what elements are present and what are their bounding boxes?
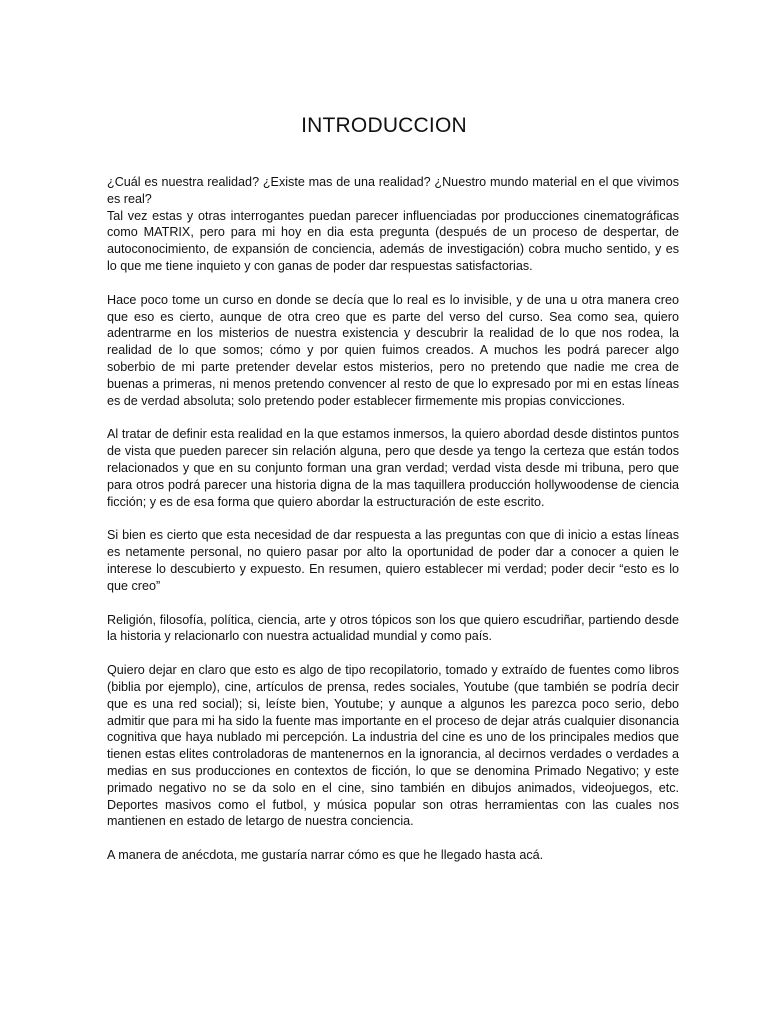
document-body bbox=[107, 174, 679, 864]
paragraph-4: Si bien es cierto que esta necesidad de dar respuesta a las preguntas con que di inicio a estas líneas es netamente personal, no quiero pasar por alto la oportunidad de poder dar a conocer a quien le interese lo descubierto y expuesto. En resumen, quiero establecer mi verdad; poder decir “esto es lo que creo” bbox=[107, 528, 679, 593]
paragraph-5: Religión, filosofía, política, ciencia, arte y otros tópicos son los que quiero escudriñar, partiendo desde la historia y relacionarlo con nuestra actualidad mundial y como país. bbox=[107, 612, 679, 644]
paragraph-2: Hace poco tome un curso en donde se decía que lo real es lo invisible, y de una u otra manera creo que eso es cierto, aunque de otra creo que es parte del verso del curso. Sea como sea, quiero adentrarme en los misterios de nuestra existencia y descubrir la realidad de lo que nos rodea, la realidad de lo que somos; cómo y por quien fuimos creados. A muchos les podrá parecer algo soberbio de mi parte pretender develar estos misterios, pero no pretendo que nadie me crea de buenas a primeras, ni menos pretendo convencer al resto de que lo expresado por mi en estas líneas es de verdad absoluta; solo pretendo poder establecer firmemente mis propias convicciones. bbox=[107, 292, 679, 408]
paragraph-7: A manera de anécdota, me gustaría narrar cómo es que he llegado hasta acá. bbox=[107, 848, 544, 863]
paragraph-1-line-2: Tal vez estas y otras interrogantes puedan parecer influenciadas por producciones cinematográficas como MATRIX, pero para mi hoy en dia esta pregunta (después de un proceso de despertar, de autoconocimiento, de expansión de conciencia, además de investigación) cobra mucho sentido, y es lo que me tiene inquieto y con ganas de poder dar respuestas satisfactorias. bbox=[107, 208, 679, 273]
paragraph-3: Al tratar de definir esta realidad en la que estamos inmersos, la quiero abordad desde distintos puntos de vista que pueden parecer sin relación alguna, pero que desde ya tengo la certeza que están todos relacionados y que en su conjunto forman una gran verdad; verdad vista desde mi tribuna, pero que para otros podrá parecer una historia digna de la mas taquillera producción hollywoodense de ciencia ficción; y es de esa forma que quiero abordar la estructuración de este escrito. bbox=[107, 427, 679, 509]
page-title: INTRODUCCION bbox=[301, 114, 467, 137]
paragraph-1-line-1: ¿Cuál es nuestra realidad? ¿Existe mas de una realidad? ¿Nuestro mundo material en el que vivimos es real? bbox=[107, 175, 679, 206]
paragraph-6: Quiero dejar en claro que esto es algo de tipo recopilatorio, tomado y extraído de fuentes como libros (biblia por ejemplo), cine, artículos de prensa, redes sociales, Youtube (que también se podría decir que es una red social); si, leíste bien, Youtube; y aunque a algunos les parezca poco serio, debo admitir que para mi ha sido la fuente mas importante en el proceso de dejar atrás cualquier disonancia cognitiva que haya nublado mi percepción. La industria del cine es uno de los principales medios que tienen estas elites controladoras de mantenernos en la ignorancia, al decirnos verdades o verdades a medias en sus producciones en contextos de ficción, lo que se denomina Primado Negativo; y este primado negativo no se da solo en el cine, sino también en dibujos animados, videojuegos, etc. Deportes masivos como el futbol, y música popular son otras herramientas con las cuales nos mantienen en estado de letargo de nuestra conciencia. bbox=[107, 663, 679, 829]
paragraph-1 bbox=[107, 174, 679, 275]
